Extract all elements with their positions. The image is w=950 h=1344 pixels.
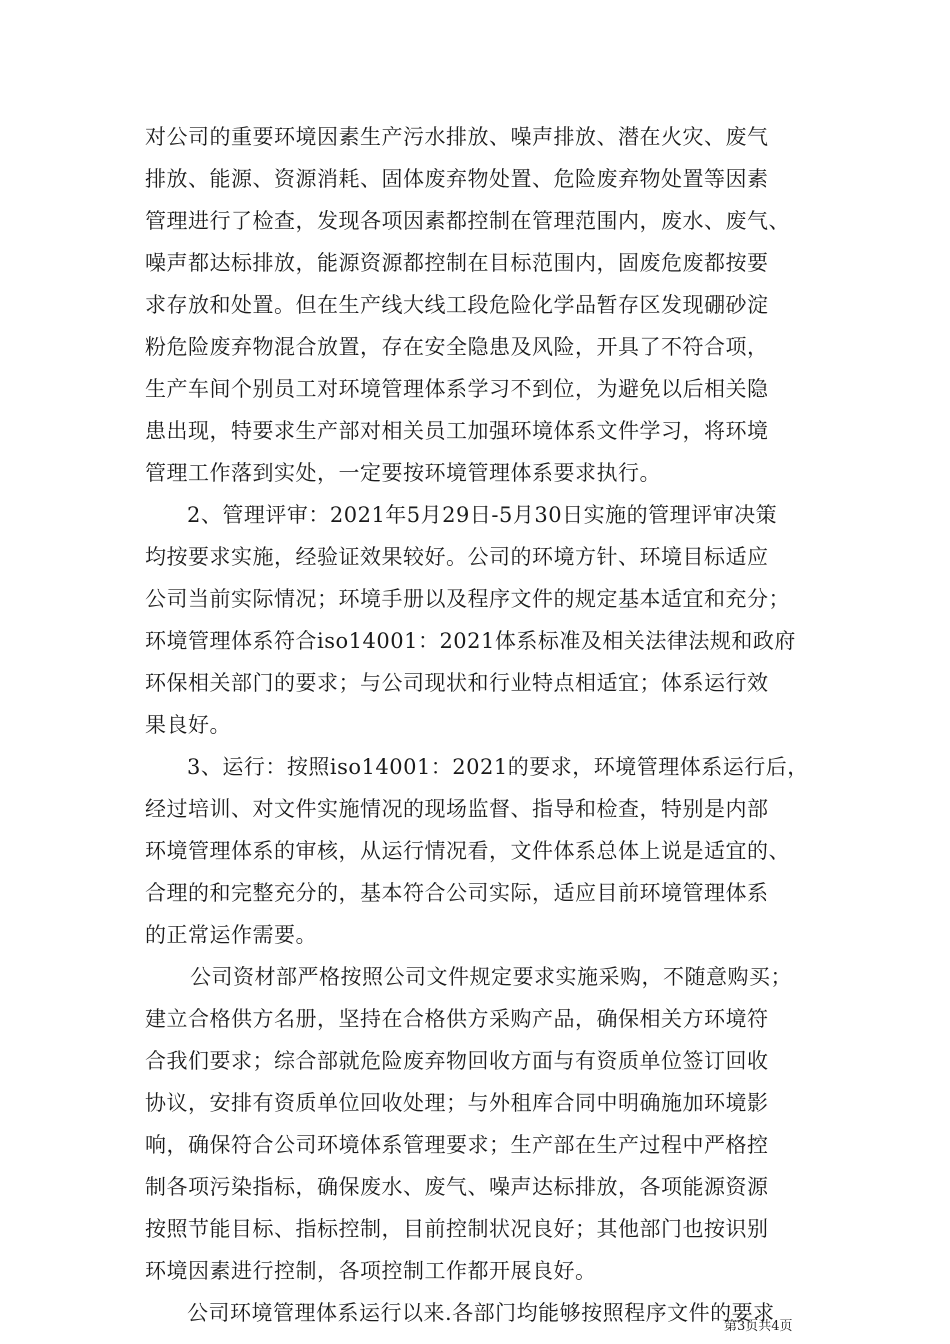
text-line: 的正常运作需要。 bbox=[145, 923, 317, 947]
text-line: 经过培训、对文件实施情况的现场监督、指导和检查，特别是内部 bbox=[145, 797, 769, 821]
text-line: 合我们要求；综合部就危险废弃物回收方面与有资质单位签订回收 bbox=[145, 1049, 769, 1073]
text-line: 求存放和处置。但在生产线大线工段危险化学品暂存区发现硼砂淀 bbox=[145, 293, 769, 317]
text-line: 按照节能目标、指标控制，目前控制状况良好；其他部门也按识别 bbox=[145, 1217, 769, 1241]
text-line: 环境管理体系符合iso14001：2021体系标准及相关法律法规和政府 bbox=[145, 629, 796, 653]
text-line: 响，确保符合公司环境体系管理要求；生产部在生产过程中严格控 bbox=[145, 1133, 769, 1157]
text-line: 公司当前实际情况；环境手册以及程序文件的规定基本适宜和充分； bbox=[145, 587, 790, 611]
text-line: 2、管理评审：2021年5月29日-5月30日实施的管理评审决策 bbox=[187, 503, 778, 527]
text-line: 果良好。 bbox=[145, 713, 231, 737]
text-line: 合理的和完整充分的，基本符合公司实际，适应目前环境管理体系 bbox=[145, 881, 769, 905]
text-line: 制各项污染指标，确保废水、废气、噪声达标排放，各项能源资源 bbox=[145, 1175, 769, 1199]
text-line: 生产车间个别员工对环境管理体系学习不到位，为避免以后相关隐 bbox=[145, 377, 769, 401]
text-line: 建立合格供方名册，坚持在合格供方采购产品，确保相关方环境符 bbox=[145, 1007, 769, 1031]
text-line: 管理工作落到实处，一定要按环境管理体系要求执行。 bbox=[145, 461, 661, 485]
text-line: 环保相关部门的要求；与公司现状和行业特点相适宜；体系运行效 bbox=[145, 671, 769, 695]
text-line: 噪声都达标排放，能源资源都控制在目标范围内，固废危废都按要 bbox=[145, 251, 769, 275]
text-line: 协议，安排有资质单位回收处理；与外租库合同中明确施加环境影 bbox=[145, 1091, 769, 1115]
page-number-footer: 第3页共4页 bbox=[724, 1319, 793, 1334]
text-line: 排放、能源、资源消耗、固体废弃物处置、危险废弃物处置等因素 bbox=[145, 167, 769, 191]
text-line: 公司资材部严格按照公司文件规定要求实施采购，不随意购买； bbox=[190, 965, 792, 989]
text-line: 均按要求实施，经验证效果较好。公司的环境方针、环境目标适应 bbox=[145, 545, 769, 569]
text-line: 公司环境管理体系运行以来.各部门均能够按照程序文件的要求 bbox=[187, 1301, 775, 1325]
text-line: 对公司的重要环境因素生产污水排放、噪声排放、潜在火灾、废气 bbox=[145, 125, 769, 149]
text-line: 管理进行了检查，发现各项因素都控制在管理范围内，废水、废气、 bbox=[145, 209, 790, 233]
text-line: 粉危险废弃物混合放置，存在安全隐患及风险，开具了不符合项， bbox=[145, 335, 769, 359]
text-line: 环境管理体系的审核，从运行情况看，文件体系总体上说是适宜的、 bbox=[145, 839, 790, 863]
text-line: 患出现，特要求生产部对相关员工加强环境体系文件学习，将环境 bbox=[145, 419, 769, 443]
text-line: 3、运行：按照iso14001：2021的要求，环境管理体系运行后， bbox=[187, 755, 809, 779]
text-line: 环境因素进行控制，各项控制工作都开展良好。 bbox=[145, 1259, 597, 1283]
